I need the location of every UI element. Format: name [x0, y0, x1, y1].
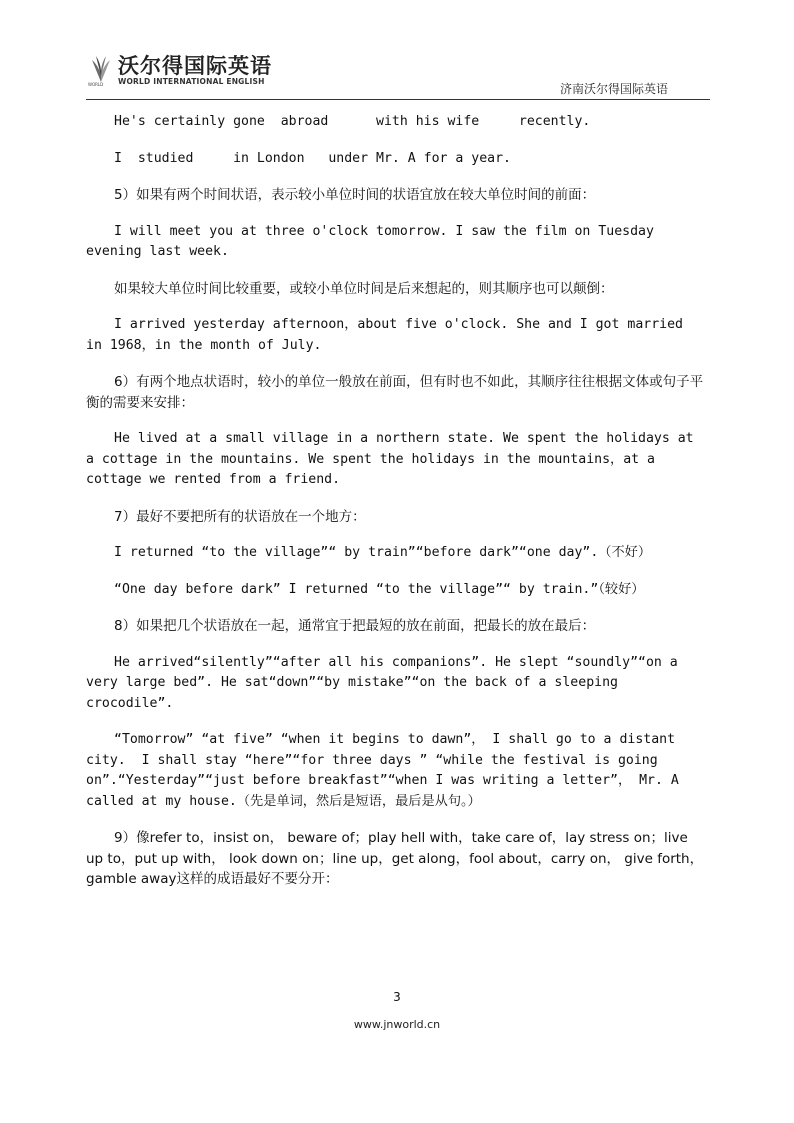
- brand-name-en: WORLD INTERNATIONAL ENGLISH: [118, 77, 265, 86]
- header-divider: [86, 99, 710, 100]
- paragraph: “One day before dark” I returned “to the village”“ by train.”（较好）: [114, 581, 645, 597]
- paragraph: I arrived yesterday afternoon，about five o'clock. She and I got married in 1968，in the month of July.: [86, 317, 691, 353]
- paragraph: 如果较大单位时间比较重要，或较小单位时间是后来想起的，则其顺序也可以颠倒：: [114, 280, 614, 297]
- paragraph: 9）像refer to，insist on， beware of；play hell with，take care of，lay stress on；live up to，put up with， look down on；line up，get along，fool about，carry on， give forth，gamble away这样的成语最好不要分开：: [86, 830, 704, 887]
- paragraph: “Tomorrow” “at five” “when it begins to dawn”， I shall go to a distant city. I shall stay “here”“for three days ” “while the festival is going on”.“Yesterday”“just before breakfast”“when I was writing a letter”， Mr. A called at my house.（先是单词，然后是短语，最后是从句。）: [86, 732, 687, 809]
- page-header: [0, 0, 794, 102]
- brand-name-cn: 沃尔得国际英语: [118, 54, 272, 78]
- paragraph: He's certainly gone abroad with his wife recently.: [114, 114, 591, 129]
- paragraph: 8）如果把几个状语放在一起，通常宜于把最短的放在前面，把最长的放在最后：: [114, 618, 596, 634]
- page-number: 3: [393, 990, 401, 1004]
- wings-logo-icon: [88, 54, 114, 84]
- paragraph: I returned “to the village”“ by train”“before dark”“one day”.（不好）: [114, 545, 652, 560]
- footer-url: www.jnworld.cn: [353, 1018, 441, 1031]
- brand-logo: [88, 52, 288, 92]
- paragraph: 5）如果有两个时间状语，表示较小单位时间的状语宜放在较大单位时间的前面：: [114, 187, 596, 203]
- document-body: [86, 112, 706, 906]
- paragraph: I will meet you at three o'clock tomorrow. I saw the film on Tuesday evening last week.: [86, 223, 662, 259]
- paragraph: He lived at a small village in a northern state. We spent the holidays at a cottage in the mountains. We spent the holidays in the mountains，at a cottage we rented from a friend.: [86, 431, 702, 487]
- paragraph: 7）最好不要把所有的状语放在一个地方：: [114, 508, 366, 525]
- paragraph: I studied in London under Mr. A for a year.: [114, 150, 511, 166]
- header-school-name: 济南沃尔得国际英语: [559, 82, 668, 96]
- brand-small-label: WORLD: [88, 82, 104, 87]
- paragraph: 6）有两个地点状语时，较小的单位一般放在前面，但有时也不如此，其顺序往往根据文体或句子平衡的需要来安排：: [86, 374, 704, 411]
- paragraph: He arrived“silently”“after all his companions”. He slept “soundly”“on a very large bed”. He sat“down”“by mistake”“on the back of a sleeping crocodile”.: [86, 654, 686, 711]
